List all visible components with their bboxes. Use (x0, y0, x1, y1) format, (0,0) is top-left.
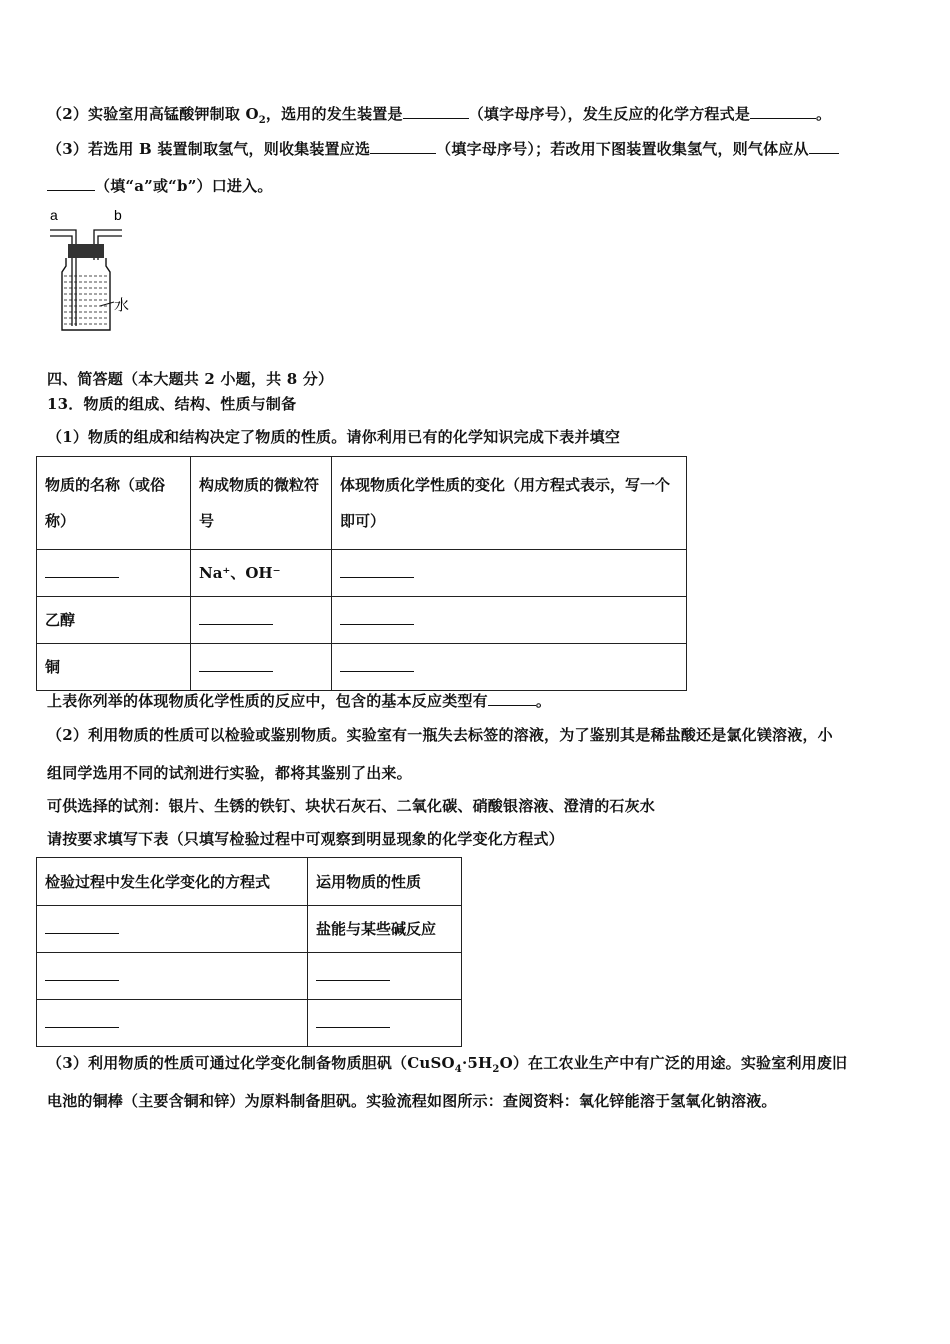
table-cell[interactable] (191, 597, 332, 644)
q13-part3-line2: 电池的铜棒（主要含铜和锌）为原料制备胆矾。实验流程如图所示：查阅资料：氧化锌能溶于氢氧化钠溶液。 (47, 1092, 777, 1110)
rubber-stopper (68, 244, 104, 258)
gas-collection-bottle-figure (44, 206, 144, 340)
table-row (37, 597, 687, 644)
water-label: 水 (114, 296, 130, 314)
q12-part3-b: （填字母序号）；若改用下图装置收集氢气，则气体应从 (436, 140, 809, 158)
answer-blank[interactable] (403, 104, 469, 119)
answer-blank[interactable] (340, 612, 414, 625)
table-header-cell: 体现物质化学性质的变化（用方程式表示，写一个即可） (332, 457, 687, 550)
reagents-line: 可供选择的试剂：银片、生锈的铁钉、块状石灰石、二氧化碳、硝酸银溶液、澄清的石灰水 (47, 797, 656, 815)
table2-intro: 请按要求填写下表（只填写检验过程中可观察到明显现象的化学变化方程式） (47, 830, 564, 848)
table-header-cell: 运用物质的性质 (308, 858, 462, 906)
table-cell: 乙醇 (37, 597, 191, 644)
table-cell[interactable] (37, 550, 191, 597)
answer-blank[interactable] (316, 1015, 390, 1028)
table-row (37, 644, 687, 691)
answer-blank[interactable] (45, 565, 119, 578)
q13-title: 13．物质的组成、结构、性质与制备 (47, 395, 297, 413)
table-header-row (37, 457, 687, 550)
answer-blank[interactable] (45, 968, 119, 981)
so4-subscript: 4 (454, 1064, 462, 1075)
answer-blank[interactable] (370, 139, 436, 154)
table-row (37, 550, 687, 597)
table-cell[interactable] (37, 1000, 308, 1047)
o2-subscript: 2 (258, 115, 266, 126)
answer-blank[interactable] (316, 968, 390, 981)
answer-blank[interactable] (809, 139, 839, 154)
table-cell[interactable] (37, 906, 308, 953)
answer-blank[interactable] (47, 176, 95, 191)
q13-part3-dot: ·5H (461, 1054, 493, 1072)
q12-part3-line2 (47, 175, 273, 196)
tube-label-b: b (114, 207, 122, 223)
property-table (36, 456, 687, 691)
table-row (37, 1000, 462, 1047)
answer-blank[interactable] (45, 1015, 119, 1028)
after-table1-line (47, 690, 551, 711)
h2o-subscript: 2 (492, 1064, 500, 1075)
table-cell[interactable] (37, 953, 308, 1000)
answer-blank[interactable] (340, 565, 414, 578)
q12-part2-line (47, 103, 831, 126)
q13-part3-b: O）在工农业生产中有广泛的用途。实验室利用废旧 (499, 1054, 848, 1072)
section-title: 四、简答题（本大题共 2 小题，共 8 分） (47, 370, 334, 388)
after-table1-end: 。 (535, 692, 552, 710)
answer-blank[interactable] (199, 612, 273, 625)
table-cell[interactable] (191, 644, 332, 691)
table-cell[interactable] (308, 1000, 462, 1047)
table-cell[interactable] (332, 644, 687, 691)
table-cell[interactable] (332, 597, 687, 644)
answer-blank[interactable] (750, 104, 816, 119)
table-header-cell: 物质的名称（或俗称） (37, 457, 191, 550)
q12-part2-mid: ，选用的发生装置是 (265, 105, 403, 123)
q13-part3-a: （3）利用物质的性质可通过化学变化制备物质胆矾（CuSO (47, 1054, 455, 1072)
q12-part3-line2-text: （填“a”或“b”）口进入。 (95, 177, 273, 195)
table-header-cell: 构成物质的微粒符号 (191, 457, 332, 550)
q12-part2-end: 。 (816, 105, 832, 123)
q12-part3-line1 (47, 138, 839, 159)
table-row (37, 906, 462, 953)
table-header-cell: 检验过程中发生化学变化的方程式 (37, 858, 308, 906)
q13-part2-line2: 组同学选用不同的试剂进行实验，都将其鉴别了出来。 (47, 764, 412, 782)
table-cell[interactable] (332, 550, 687, 597)
tube-label-a: a (50, 207, 58, 223)
water-pointer (100, 302, 114, 306)
water (64, 276, 108, 324)
q13-part2-line1: （2）利用物质的性质可以检验或鉴别物质。实验室有一瓶失去标签的溶液，为了鉴别其是稀盐酸还是氯化镁溶液，小 (47, 726, 833, 744)
answer-blank[interactable] (340, 659, 414, 672)
answer-blank[interactable] (488, 691, 536, 706)
answer-blank[interactable] (45, 921, 119, 934)
table-cell: 铜 (37, 644, 191, 691)
test-table (36, 857, 462, 1047)
q13-part1-intro: （1）物质的组成和结构决定了物质的性质。请你利用已有的化学知识完成下表并填空 (47, 428, 621, 446)
table-cell: Na⁺、OH⁻ (191, 550, 332, 597)
q12-part3-a: （3）若选用 B 装置制取氢气，则收集装置应选 (47, 140, 371, 158)
answer-blank[interactable] (199, 659, 273, 672)
table-header-row (37, 858, 462, 906)
table-cell[interactable] (308, 953, 462, 1000)
table-cell: 盐能与某些碱反应 (308, 906, 462, 953)
table-row (37, 953, 462, 1000)
q12-part2-prefix: （2）实验室用高锰酸钾制取 O (47, 105, 259, 123)
q12-part2-hint: （填字母序号），发生反应的化学方程式是 (468, 105, 751, 123)
q13-part3-line1 (47, 1052, 847, 1075)
after-table1-text: 上表你列举的体现物质化学性质的反应中，包含的基本反应类型有 (47, 692, 488, 710)
